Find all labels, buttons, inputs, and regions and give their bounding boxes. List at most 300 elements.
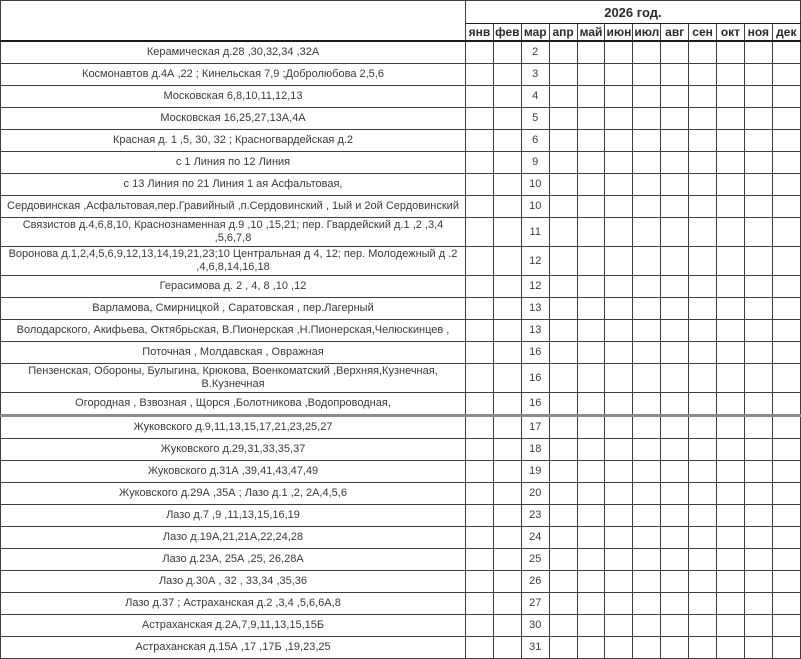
empty-day-cell	[772, 64, 800, 86]
empty-day-cell	[466, 393, 494, 416]
empty-day-cell	[661, 505, 689, 527]
address-cell: Лазо д.30А , 32 , 33,34 ,35,36	[1, 571, 466, 593]
empty-day-cell	[772, 593, 800, 615]
table-row	[1, 393, 801, 416]
empty-day-cell	[549, 174, 577, 196]
empty-day-cell	[633, 364, 661, 393]
empty-day-cell	[493, 549, 521, 571]
empty-day-cell	[493, 174, 521, 196]
table-row	[1, 593, 801, 615]
empty-day-cell	[717, 342, 745, 364]
table-row	[1, 41, 801, 64]
table-row	[1, 86, 801, 108]
address-cell: Жуковского д.29А ,35А ; Лазо д.1 ,2, 2А,4,5,6	[1, 483, 466, 505]
empty-day-cell	[661, 527, 689, 549]
address-cell: Жуковского д.29,31,33,35,37	[1, 439, 466, 461]
address-cell: Пензенская, Обороны, Булыгина, Крюкова, Военкоматский ,Верхняя,Кузнечная, В.Кузнечная	[1, 364, 466, 393]
empty-day-cell	[466, 364, 494, 393]
empty-day-cell	[661, 593, 689, 615]
month-header-6: июн	[606, 25, 632, 39]
empty-day-cell	[717, 637, 745, 659]
empty-day-cell	[744, 505, 772, 527]
empty-day-cell	[717, 298, 745, 320]
empty-day-cell	[605, 416, 633, 439]
empty-day-cell	[577, 342, 605, 364]
empty-day-cell	[717, 108, 745, 130]
empty-day-cell	[689, 571, 717, 593]
empty-day-cell	[605, 342, 633, 364]
table-row	[1, 505, 801, 527]
empty-day-cell	[717, 439, 745, 461]
empty-day-cell	[466, 637, 494, 659]
year-header: 2026 год.	[466, 1, 801, 24]
month-header-5: май	[577, 24, 605, 42]
address-cell: Сердовинская ,Асфальтовая,пер.Гравийный ,п.Сердовинский , 1ый и 2ой Сердовинский	[1, 196, 466, 218]
empty-day-cell	[549, 505, 577, 527]
empty-day-cell	[772, 615, 800, 637]
empty-day-cell	[577, 218, 605, 247]
empty-day-cell	[466, 64, 494, 86]
month-header-4: апр	[549, 24, 577, 42]
empty-day-cell	[605, 108, 633, 130]
month-header-12: дек	[772, 24, 800, 42]
empty-day-cell	[466, 483, 494, 505]
table-row	[1, 64, 801, 86]
day-cell-мар: 16	[521, 393, 549, 416]
address-cell: Московская 6,8,10,11,12,13	[1, 86, 466, 108]
empty-day-cell	[689, 86, 717, 108]
empty-day-cell	[605, 174, 633, 196]
month-header-8: авг	[661, 24, 689, 42]
empty-day-cell	[689, 416, 717, 439]
empty-day-cell	[466, 130, 494, 152]
empty-day-cell	[633, 461, 661, 483]
empty-day-cell	[549, 320, 577, 342]
empty-day-cell	[605, 130, 633, 152]
empty-day-cell	[493, 439, 521, 461]
empty-day-cell	[772, 196, 800, 218]
table-row	[1, 483, 801, 505]
address-cell: Красная д. 1 ,5, 30, 32 ; Красногвардейская д.2	[1, 130, 466, 152]
empty-day-cell	[689, 439, 717, 461]
empty-day-cell	[466, 527, 494, 549]
empty-day-cell	[633, 108, 661, 130]
empty-day-cell	[661, 196, 689, 218]
empty-day-cell	[549, 637, 577, 659]
empty-day-cell	[493, 527, 521, 549]
empty-day-cell	[549, 130, 577, 152]
empty-day-cell	[744, 483, 772, 505]
empty-day-cell	[744, 527, 772, 549]
address-cell: Огородная , Взвозная , Щорся ,Болотникова ,Водопроводная,	[1, 393, 466, 416]
empty-day-cell	[605, 483, 633, 505]
address-cell: Керамическая д.28 ,30,32,34 ,32А	[1, 41, 466, 64]
empty-day-cell	[689, 393, 717, 416]
empty-day-cell	[577, 571, 605, 593]
empty-day-cell	[493, 505, 521, 527]
day-cell-мар: 2	[521, 41, 549, 64]
table-row	[1, 247, 801, 276]
empty-day-cell	[493, 218, 521, 247]
empty-day-cell	[744, 41, 772, 64]
empty-day-cell	[577, 130, 605, 152]
month-header-1: янв	[466, 24, 494, 42]
empty-day-cell	[549, 64, 577, 86]
empty-day-cell	[466, 549, 494, 571]
day-cell-мар: 6	[521, 130, 549, 152]
month-header-11: ноя	[744, 24, 772, 42]
empty-day-cell	[744, 549, 772, 571]
empty-day-cell	[772, 247, 800, 276]
empty-day-cell	[493, 108, 521, 130]
empty-day-cell	[549, 276, 577, 298]
address-cell: Жуковского д.9,11,13,15,17,21,23,25,27	[1, 416, 466, 439]
empty-day-cell	[466, 571, 494, 593]
table-row	[1, 416, 801, 439]
empty-day-cell	[661, 549, 689, 571]
empty-day-cell	[717, 152, 745, 174]
empty-day-cell	[605, 86, 633, 108]
empty-day-cell	[661, 439, 689, 461]
empty-day-cell	[689, 549, 717, 571]
empty-day-cell	[717, 393, 745, 416]
empty-day-cell	[744, 276, 772, 298]
empty-day-cell	[717, 174, 745, 196]
empty-day-cell	[605, 439, 633, 461]
empty-day-cell	[661, 364, 689, 393]
empty-day-cell	[717, 320, 745, 342]
empty-day-cell	[549, 393, 577, 416]
empty-day-cell	[466, 505, 494, 527]
empty-day-cell	[605, 364, 633, 393]
empty-day-cell	[717, 130, 745, 152]
empty-day-cell	[717, 86, 745, 108]
empty-day-cell	[689, 130, 717, 152]
day-cell-мар: 10	[521, 174, 549, 196]
empty-day-cell	[633, 41, 661, 64]
day-cell-мар: 13	[521, 320, 549, 342]
empty-day-cell	[493, 196, 521, 218]
empty-day-cell	[661, 64, 689, 86]
day-cell-мар: 12	[521, 276, 549, 298]
empty-day-cell	[744, 615, 772, 637]
empty-day-cell	[466, 174, 494, 196]
empty-day-cell	[493, 247, 521, 276]
empty-day-cell	[772, 320, 800, 342]
empty-day-cell	[661, 276, 689, 298]
empty-day-cell	[661, 393, 689, 416]
empty-day-cell	[717, 41, 745, 64]
empty-day-cell	[661, 298, 689, 320]
empty-day-cell	[577, 615, 605, 637]
empty-day-cell	[689, 483, 717, 505]
empty-day-cell	[577, 483, 605, 505]
empty-day-cell	[633, 483, 661, 505]
address-cell: Герасимова д. 2 , 4, 8 ,10 ,12	[1, 276, 466, 298]
empty-day-cell	[633, 549, 661, 571]
address-cell: Лазо д.7 ,9 ,11,13,15,16,19	[1, 505, 466, 527]
table-row	[1, 637, 801, 659]
empty-day-cell	[605, 64, 633, 86]
empty-day-cell	[577, 416, 605, 439]
empty-day-cell	[605, 152, 633, 174]
empty-day-cell	[493, 342, 521, 364]
empty-day-cell	[549, 298, 577, 320]
empty-day-cell	[549, 593, 577, 615]
empty-day-cell	[744, 130, 772, 152]
empty-day-cell	[493, 393, 521, 416]
empty-day-cell	[466, 320, 494, 342]
month-header-2: фев	[495, 25, 520, 39]
address-cell: Лазо д.23А, 25А ,25, 26,28А	[1, 549, 466, 571]
empty-day-cell	[772, 108, 800, 130]
day-cell-мар: 3	[521, 64, 549, 86]
address-cell: Космонавтов д.4А ,22 ; Кинельская 7,9 ;Добролюбова 2,5,6	[1, 64, 466, 86]
address-cell: Астраханская д.2А,7,9,11,13,15,15Б	[1, 615, 466, 637]
empty-day-cell	[633, 247, 661, 276]
empty-day-cell	[605, 505, 633, 527]
empty-day-cell	[466, 298, 494, 320]
table-row	[1, 549, 801, 571]
empty-day-cell	[577, 320, 605, 342]
empty-day-cell	[689, 247, 717, 276]
empty-day-cell	[577, 64, 605, 86]
day-cell-мар: 11	[521, 218, 549, 247]
day-cell-мар: 30	[521, 615, 549, 637]
empty-day-cell	[633, 593, 661, 615]
empty-day-cell	[577, 108, 605, 130]
empty-day-cell	[717, 247, 745, 276]
table-row	[1, 276, 801, 298]
empty-day-cell	[661, 41, 689, 64]
empty-day-cell	[772, 41, 800, 64]
day-cell-мар: 27	[521, 593, 549, 615]
empty-day-cell	[466, 461, 494, 483]
empty-day-cell	[717, 461, 745, 483]
empty-day-cell	[661, 320, 689, 342]
empty-day-cell	[549, 218, 577, 247]
month-header-3: мар	[521, 24, 549, 42]
empty-day-cell	[772, 276, 800, 298]
empty-day-cell	[633, 416, 661, 439]
empty-day-cell	[577, 393, 605, 416]
empty-day-cell	[605, 461, 633, 483]
empty-day-cell	[661, 483, 689, 505]
day-cell-мар: 4	[521, 86, 549, 108]
empty-day-cell	[493, 64, 521, 86]
empty-day-cell	[772, 637, 800, 659]
empty-day-cell	[605, 196, 633, 218]
empty-day-cell	[661, 247, 689, 276]
empty-day-cell	[466, 41, 494, 64]
empty-day-cell	[605, 298, 633, 320]
empty-day-cell	[661, 342, 689, 364]
empty-day-cell	[633, 196, 661, 218]
empty-day-cell	[744, 86, 772, 108]
empty-day-cell	[577, 247, 605, 276]
table-row	[1, 152, 801, 174]
empty-day-cell	[661, 218, 689, 247]
empty-day-cell	[493, 41, 521, 64]
day-cell-мар: 23	[521, 505, 549, 527]
empty-day-cell	[717, 593, 745, 615]
empty-day-cell	[772, 483, 800, 505]
address-cell: с 13 Линия по 21 Линия 1 ая Асфальтовая,	[1, 174, 466, 196]
empty-day-cell	[744, 571, 772, 593]
empty-day-cell	[549, 461, 577, 483]
address-cell: Астраханская д.15А ,17 ,17Б ,19,23,25	[1, 637, 466, 659]
empty-day-cell	[772, 218, 800, 247]
empty-day-cell	[633, 393, 661, 416]
empty-day-cell	[772, 505, 800, 527]
empty-day-cell	[744, 439, 772, 461]
empty-day-cell	[577, 527, 605, 549]
day-cell-мар: 16	[521, 342, 549, 364]
empty-day-cell	[717, 364, 745, 393]
empty-day-cell	[772, 527, 800, 549]
table-row	[1, 298, 801, 320]
empty-day-cell	[549, 152, 577, 174]
empty-day-cell	[633, 637, 661, 659]
empty-day-cell	[772, 152, 800, 174]
empty-day-cell	[717, 527, 745, 549]
empty-day-cell	[633, 298, 661, 320]
day-cell-мар: 12	[521, 247, 549, 276]
empty-day-cell	[493, 130, 521, 152]
empty-day-cell	[605, 393, 633, 416]
empty-day-cell	[772, 86, 800, 108]
empty-day-cell	[744, 108, 772, 130]
table-row	[1, 108, 801, 130]
empty-day-cell	[466, 439, 494, 461]
empty-day-cell	[633, 64, 661, 86]
empty-day-cell	[633, 439, 661, 461]
empty-day-cell	[605, 549, 633, 571]
empty-day-cell	[744, 593, 772, 615]
empty-day-cell	[717, 276, 745, 298]
empty-day-cell	[493, 276, 521, 298]
empty-day-cell	[577, 276, 605, 298]
empty-day-cell	[689, 276, 717, 298]
empty-day-cell	[549, 41, 577, 64]
empty-day-cell	[549, 108, 577, 130]
empty-day-cell	[466, 196, 494, 218]
empty-day-cell	[549, 571, 577, 593]
empty-day-cell	[744, 320, 772, 342]
empty-day-cell	[493, 298, 521, 320]
empty-day-cell	[577, 549, 605, 571]
empty-day-cell	[689, 41, 717, 64]
empty-day-cell	[549, 416, 577, 439]
table-row	[1, 461, 801, 483]
empty-day-cell	[549, 247, 577, 276]
month-header-7: июл	[634, 25, 660, 39]
empty-day-cell	[605, 637, 633, 659]
empty-day-cell	[605, 571, 633, 593]
empty-day-cell	[605, 615, 633, 637]
empty-day-cell	[772, 130, 800, 152]
empty-day-cell	[689, 527, 717, 549]
month-header-9: сен	[689, 24, 717, 42]
empty-day-cell	[744, 196, 772, 218]
empty-day-cell	[689, 196, 717, 218]
empty-day-cell	[661, 416, 689, 439]
address-cell: Связистов д.4,6,8,10, Краснознаменная д.9 ,10 ,15,21; пер. Гвардейский д.1 ,2 ,3,4 ,5,6,7,8	[1, 218, 466, 247]
empty-day-cell	[605, 527, 633, 549]
day-cell-мар: 26	[521, 571, 549, 593]
empty-day-cell	[772, 174, 800, 196]
empty-day-cell	[689, 298, 717, 320]
empty-day-cell	[493, 364, 521, 393]
year-header-row	[1, 1, 801, 24]
table-row	[1, 571, 801, 593]
empty-day-cell	[633, 615, 661, 637]
empty-day-cell	[717, 571, 745, 593]
empty-day-cell	[717, 505, 745, 527]
empty-day-cell	[549, 364, 577, 393]
empty-day-cell	[549, 615, 577, 637]
empty-day-cell	[493, 615, 521, 637]
address-cell: Лазо д.19А,21,21А,22,24,28	[1, 527, 466, 549]
empty-day-cell	[744, 152, 772, 174]
empty-day-cell	[493, 571, 521, 593]
empty-day-cell	[744, 416, 772, 439]
empty-day-cell	[605, 218, 633, 247]
empty-day-cell	[772, 393, 800, 416]
empty-day-cell	[466, 218, 494, 247]
day-cell-мар: 10	[521, 196, 549, 218]
empty-day-cell	[661, 615, 689, 637]
empty-day-cell	[744, 218, 772, 247]
address-cell: Варламова, Смирницкой , Саратовская , пер.Лагерный	[1, 298, 466, 320]
empty-day-cell	[549, 483, 577, 505]
empty-day-cell	[466, 416, 494, 439]
empty-day-cell	[577, 196, 605, 218]
empty-day-cell	[689, 218, 717, 247]
empty-day-cell	[577, 364, 605, 393]
empty-day-cell	[744, 637, 772, 659]
day-cell-мар: 5	[521, 108, 549, 130]
empty-day-cell	[744, 461, 772, 483]
empty-day-cell	[577, 41, 605, 64]
empty-day-cell	[633, 152, 661, 174]
empty-day-cell	[549, 86, 577, 108]
empty-day-cell	[577, 637, 605, 659]
empty-day-cell	[633, 218, 661, 247]
empty-day-cell	[772, 439, 800, 461]
empty-day-cell	[661, 108, 689, 130]
empty-day-cell	[661, 637, 689, 659]
empty-day-cell	[689, 615, 717, 637]
empty-day-cell	[466, 276, 494, 298]
empty-day-cell	[689, 108, 717, 130]
empty-day-cell	[605, 320, 633, 342]
empty-day-cell	[577, 152, 605, 174]
empty-day-cell	[466, 615, 494, 637]
address-cell: с 1 Линия по 12 Линия	[1, 152, 466, 174]
empty-day-cell	[717, 549, 745, 571]
empty-day-cell	[744, 64, 772, 86]
empty-day-cell	[661, 86, 689, 108]
empty-day-cell	[744, 342, 772, 364]
empty-day-cell	[466, 342, 494, 364]
month-header-10: окт	[717, 24, 745, 42]
empty-day-cell	[744, 364, 772, 393]
address-column-header	[1, 1, 466, 42]
day-cell-мар: 9	[521, 152, 549, 174]
empty-day-cell	[689, 637, 717, 659]
empty-day-cell	[744, 174, 772, 196]
